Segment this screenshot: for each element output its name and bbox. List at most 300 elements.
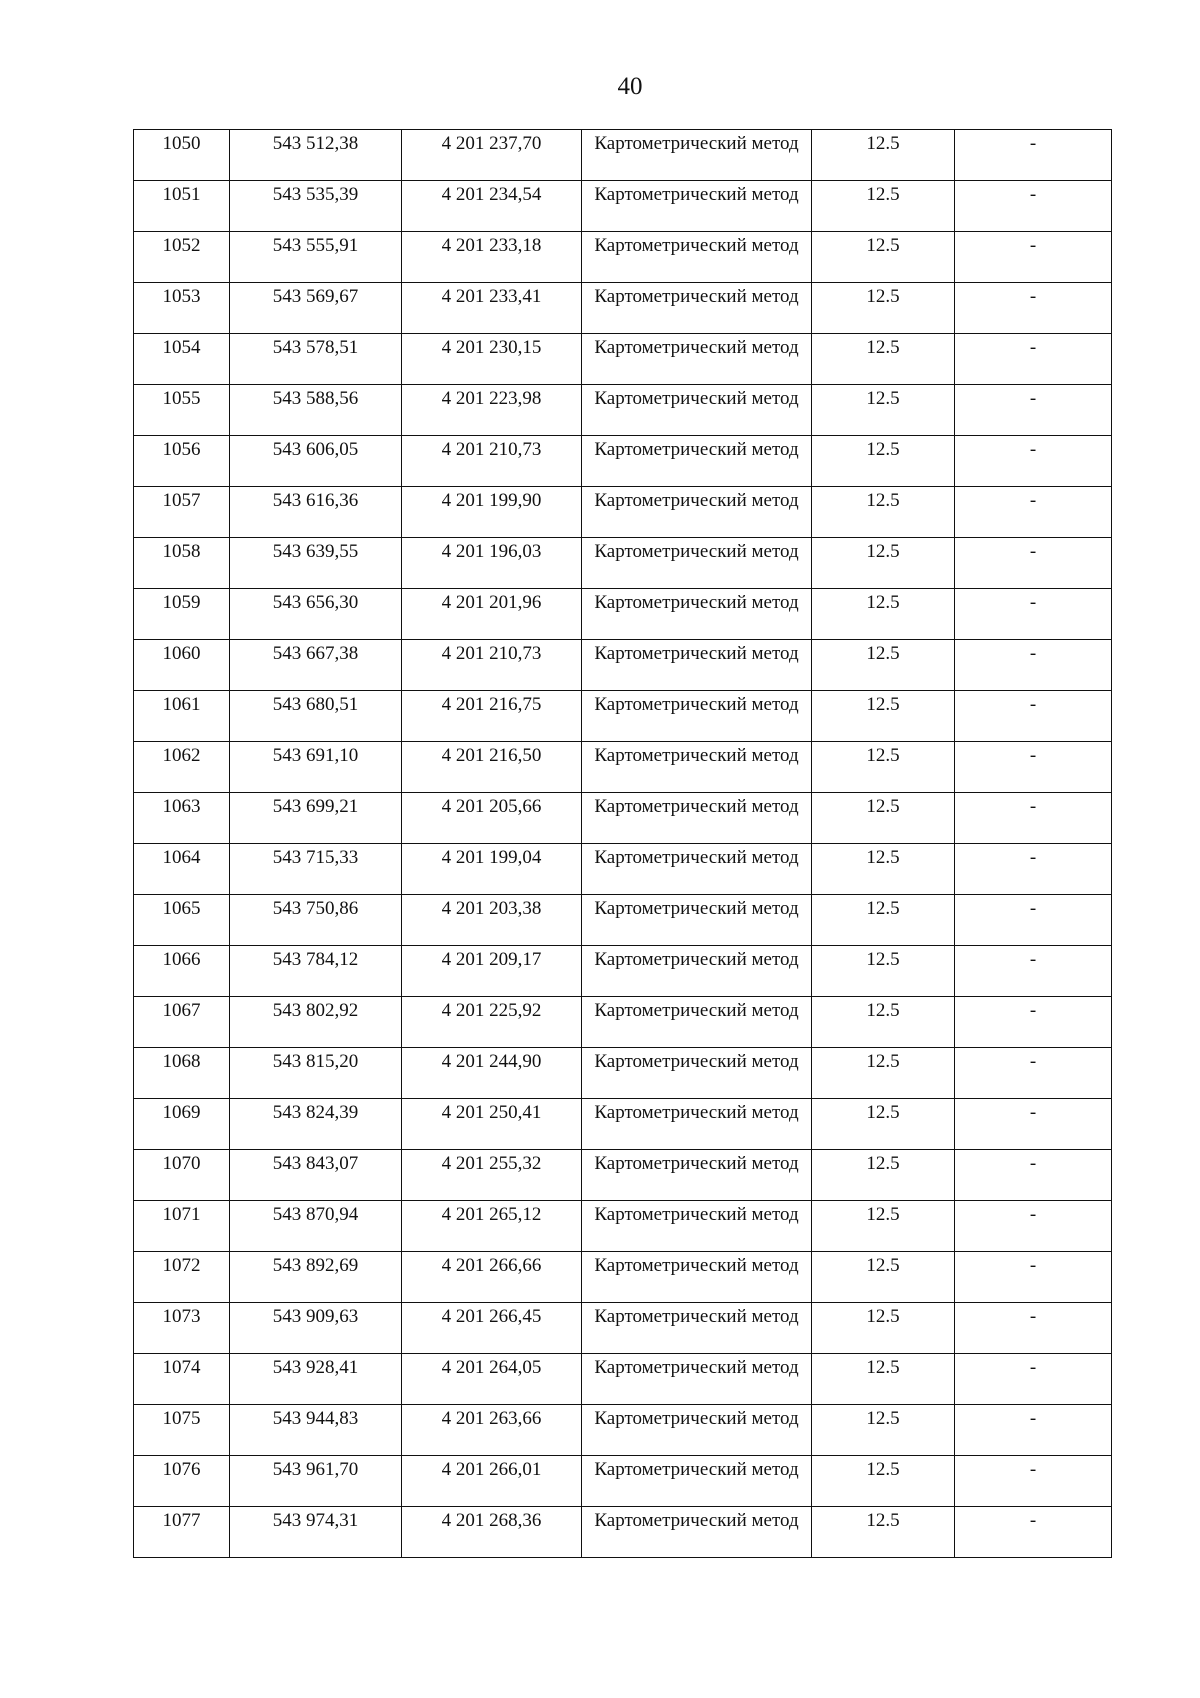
x-coordinate-text: 543 892,69: [272, 1255, 359, 1276]
point-number-cell: [134, 385, 230, 436]
x-coordinate-text: 543 569,67: [272, 286, 359, 307]
description-cell: [955, 844, 1112, 895]
y-coordinate-text: 4 201 266,66: [441, 1255, 542, 1276]
y-coordinate-cell: [402, 640, 582, 691]
point-number-cell: [134, 640, 230, 691]
point-number-cell: [134, 1252, 230, 1303]
x-coordinate-text: 543 961,70: [272, 1459, 359, 1480]
table-row: [134, 1150, 1112, 1201]
accuracy-cell: [812, 181, 955, 232]
point-number-text: 1073: [162, 1306, 201, 1327]
coordinates-table-body: [134, 130, 1112, 1558]
point-number-cell: [134, 793, 230, 844]
accuracy-text: 12.5: [866, 286, 900, 307]
y-coordinate-cell: [402, 691, 582, 742]
point-number-cell: [134, 946, 230, 997]
point-number-text: 1076: [162, 1459, 201, 1480]
method-text: Картометрический метод: [594, 235, 799, 256]
x-coordinate-cell: [230, 691, 402, 742]
method-cell: [582, 538, 812, 589]
point-number-text: 1067: [162, 1000, 201, 1021]
method-cell: [582, 1354, 812, 1405]
y-coordinate-text: 4 201 210,73: [441, 439, 542, 460]
y-coordinate-text: 4 201 268,36: [441, 1510, 542, 1531]
description-text: -: [1029, 949, 1037, 970]
method-cell: [582, 793, 812, 844]
y-coordinate-text: 4 201 210,73: [441, 643, 542, 664]
x-coordinate-cell: [230, 1456, 402, 1507]
y-coordinate-text: 4 201 233,41: [441, 286, 542, 307]
y-coordinate-text: 4 201 223,98: [441, 388, 542, 409]
method-cell: [582, 589, 812, 640]
y-coordinate-text: 4 201 234,54: [441, 184, 542, 205]
description-cell: [955, 946, 1112, 997]
y-coordinate-cell: [402, 589, 582, 640]
y-coordinate-cell: [402, 1252, 582, 1303]
description-text: -: [1029, 1000, 1037, 1021]
table-row: [134, 997, 1112, 1048]
y-coordinate-cell: [402, 895, 582, 946]
method-text: Картометрический метод: [594, 1153, 799, 1174]
method-text: Картометрический метод: [594, 439, 799, 460]
point-number-cell: [134, 1099, 230, 1150]
x-coordinate-text: 543 656,30: [272, 592, 359, 613]
method-cell: [582, 1048, 812, 1099]
point-number-cell: [134, 997, 230, 1048]
y-coordinate-cell: [402, 742, 582, 793]
y-coordinate-cell: [402, 538, 582, 589]
method-text: Картометрический метод: [594, 184, 799, 205]
x-coordinate-text: 543 535,39: [272, 184, 359, 205]
x-coordinate-text: 543 750,86: [272, 898, 359, 919]
table-row: [134, 1252, 1112, 1303]
accuracy-text: 12.5: [866, 439, 900, 460]
point-number-text: 1077: [162, 1510, 201, 1531]
accuracy-cell: [812, 1456, 955, 1507]
description-text: -: [1029, 286, 1037, 307]
x-coordinate-text: 543 815,20: [272, 1051, 359, 1072]
table-row: [134, 283, 1112, 334]
accuracy-cell: [812, 385, 955, 436]
point-number-cell: [134, 742, 230, 793]
point-number-cell: [134, 436, 230, 487]
point-number-text: 1063: [162, 796, 201, 817]
description-cell: [955, 130, 1112, 181]
method-cell: [582, 640, 812, 691]
point-number-text: 1071: [162, 1204, 201, 1225]
y-coordinate-text: 4 201 266,01: [441, 1459, 542, 1480]
accuracy-cell: [812, 1252, 955, 1303]
x-coordinate-cell: [230, 1405, 402, 1456]
point-number-text: 1074: [162, 1357, 201, 1378]
accuracy-cell: [812, 691, 955, 742]
table-row: [134, 538, 1112, 589]
y-coordinate-text: 4 201 250,41: [441, 1102, 542, 1123]
accuracy-cell: [812, 946, 955, 997]
table-row: [134, 640, 1112, 691]
description-text: -: [1029, 796, 1037, 817]
x-coordinate-cell: [230, 130, 402, 181]
x-coordinate-cell: [230, 181, 402, 232]
x-coordinate-text: 543 944,83: [272, 1408, 359, 1429]
accuracy-text: 12.5: [866, 745, 900, 766]
y-coordinate-text: 4 201 233,18: [441, 235, 542, 256]
x-coordinate-cell: [230, 997, 402, 1048]
accuracy-cell: [812, 640, 955, 691]
accuracy-cell: [812, 589, 955, 640]
method-text: Картометрический метод: [594, 1408, 799, 1429]
accuracy-text: 12.5: [866, 541, 900, 562]
table-row: [134, 1405, 1112, 1456]
accuracy-text: 12.5: [866, 490, 900, 511]
method-text: Картометрический метод: [594, 286, 799, 307]
x-coordinate-cell: [230, 436, 402, 487]
point-number-cell: [134, 1150, 230, 1201]
description-text: -: [1029, 1408, 1037, 1429]
accuracy-text: 12.5: [866, 1510, 900, 1531]
method-cell: [582, 895, 812, 946]
method-text: Картометрический метод: [594, 745, 799, 766]
method-cell: [582, 334, 812, 385]
method-text: Картометрический метод: [594, 1459, 799, 1480]
x-coordinate-cell: [230, 742, 402, 793]
point-number-text: 1062: [162, 745, 201, 766]
y-coordinate-cell: [402, 334, 582, 385]
method-cell: [582, 283, 812, 334]
point-number-cell: [134, 1354, 230, 1405]
accuracy-text: 12.5: [866, 694, 900, 715]
description-cell: [955, 232, 1112, 283]
method-text: Картометрический метод: [594, 643, 799, 664]
x-coordinate-cell: [230, 1099, 402, 1150]
y-coordinate-cell: [402, 997, 582, 1048]
description-text: -: [1029, 1153, 1037, 1174]
point-number-text: 1070: [162, 1153, 201, 1174]
description-text: -: [1029, 1051, 1037, 1072]
method-text: Картометрический метод: [594, 796, 799, 817]
point-number-text: 1065: [162, 898, 201, 919]
description-cell: [955, 1048, 1112, 1099]
x-coordinate-cell: [230, 640, 402, 691]
method-text: Картометрический метод: [594, 949, 799, 970]
table-row: [134, 1303, 1112, 1354]
point-number-text: 1053: [162, 286, 201, 307]
accuracy-text: 12.5: [866, 1306, 900, 1327]
y-coordinate-cell: [402, 181, 582, 232]
x-coordinate-text: 543 909,63: [272, 1306, 359, 1327]
x-coordinate-cell: [230, 946, 402, 997]
x-coordinate-cell: [230, 844, 402, 895]
accuracy-text: 12.5: [866, 1000, 900, 1021]
description-text: -: [1029, 1306, 1037, 1327]
accuracy-cell: [812, 1099, 955, 1150]
point-number-text: 1055: [162, 388, 201, 409]
method-text: Картометрический метод: [594, 133, 799, 154]
accuracy-text: 12.5: [866, 1153, 900, 1174]
method-cell: [582, 1507, 812, 1558]
x-coordinate-cell: [230, 232, 402, 283]
y-coordinate-text: 4 201 209,17: [441, 949, 542, 970]
y-coordinate-cell: [402, 436, 582, 487]
x-coordinate-text: 543 578,51: [272, 337, 359, 358]
table-row: [134, 130, 1112, 181]
x-coordinate-cell: [230, 1150, 402, 1201]
point-number-cell: [134, 232, 230, 283]
y-coordinate-text: 4 201 201,96: [441, 592, 542, 613]
description-cell: [955, 589, 1112, 640]
accuracy-text: 12.5: [866, 1459, 900, 1480]
point-number-cell: [134, 844, 230, 895]
point-number-text: 1068: [162, 1051, 201, 1072]
y-coordinate-text: 4 201 265,12: [441, 1204, 542, 1225]
method-text: Картометрический метод: [594, 541, 799, 562]
y-coordinate-text: 4 201 264,05: [441, 1357, 542, 1378]
point-number-text: 1075: [162, 1408, 201, 1429]
x-coordinate-text: 543 974,31: [272, 1510, 359, 1531]
y-coordinate-cell: [402, 130, 582, 181]
y-coordinate-cell: [402, 946, 582, 997]
table-row: [134, 1048, 1112, 1099]
y-coordinate-cell: [402, 1303, 582, 1354]
y-coordinate-cell: [402, 1354, 582, 1405]
point-number-text: 1057: [162, 490, 201, 511]
description-cell: [955, 1252, 1112, 1303]
accuracy-text: 12.5: [866, 337, 900, 358]
accuracy-cell: [812, 334, 955, 385]
point-number-text: 1066: [162, 949, 201, 970]
description-text: -: [1029, 1102, 1037, 1123]
x-coordinate-cell: [230, 1354, 402, 1405]
y-coordinate-text: 4 201 237,70: [441, 133, 542, 154]
table-row: [134, 232, 1112, 283]
method-cell: [582, 1405, 812, 1456]
method-cell: [582, 130, 812, 181]
y-coordinate-cell: [402, 1099, 582, 1150]
x-coordinate-text: 543 691,10: [272, 745, 359, 766]
accuracy-cell: [812, 1201, 955, 1252]
table-row: [134, 487, 1112, 538]
x-coordinate-text: 543 928,41: [272, 1357, 359, 1378]
table-row: [134, 793, 1112, 844]
table-row: [134, 742, 1112, 793]
point-number-cell: [134, 1201, 230, 1252]
accuracy-cell: [812, 1048, 955, 1099]
accuracy-cell: [812, 283, 955, 334]
description-cell: [955, 1354, 1112, 1405]
point-number-text: 1069: [162, 1102, 201, 1123]
description-text: -: [1029, 1357, 1037, 1378]
accuracy-cell: [812, 232, 955, 283]
table-row: [134, 1354, 1112, 1405]
description-cell: [955, 742, 1112, 793]
method-text: Картометрический метод: [594, 1306, 799, 1327]
description-cell: [955, 1099, 1112, 1150]
method-text: Картометрический метод: [594, 694, 799, 715]
x-coordinate-cell: [230, 1048, 402, 1099]
point-number-cell: [134, 130, 230, 181]
description-cell: [955, 181, 1112, 232]
description-cell: [955, 436, 1112, 487]
description-cell: [955, 334, 1112, 385]
table-row: [134, 334, 1112, 385]
accuracy-text: 12.5: [866, 643, 900, 664]
y-coordinate-text: 4 201 216,50: [441, 745, 542, 766]
point-number-cell: [134, 487, 230, 538]
x-coordinate-cell: [230, 385, 402, 436]
x-coordinate-text: 543 784,12: [272, 949, 359, 970]
y-coordinate-cell: [402, 1456, 582, 1507]
method-text: Картометрический метод: [594, 1510, 799, 1531]
table-row: [134, 946, 1112, 997]
y-coordinate-cell: [402, 1405, 582, 1456]
x-coordinate-text: 543 802,92: [272, 1000, 359, 1021]
point-number-text: 1072: [162, 1255, 201, 1276]
method-cell: [582, 1456, 812, 1507]
accuracy-text: 12.5: [866, 388, 900, 409]
accuracy-text: 12.5: [866, 1357, 900, 1378]
accuracy-text: 12.5: [866, 898, 900, 919]
description-cell: [955, 385, 1112, 436]
description-text: -: [1029, 592, 1037, 613]
point-number-cell: [134, 589, 230, 640]
table-row: [134, 589, 1112, 640]
x-coordinate-text: 543 616,36: [272, 490, 359, 511]
description-text: -: [1029, 898, 1037, 919]
point-number-text: 1050: [162, 133, 201, 154]
y-coordinate-cell: [402, 232, 582, 283]
accuracy-cell: [812, 742, 955, 793]
point-number-text: 1060: [162, 643, 201, 664]
y-coordinate-text: 4 201 199,04: [441, 847, 542, 868]
description-text: -: [1029, 745, 1037, 766]
method-text: Картометрический метод: [594, 337, 799, 358]
x-coordinate-cell: [230, 1252, 402, 1303]
point-number-text: 1054: [162, 337, 201, 358]
description-text: -: [1029, 184, 1037, 205]
description-text: -: [1029, 337, 1037, 358]
method-cell: [582, 1099, 812, 1150]
accuracy-cell: [812, 1150, 955, 1201]
y-coordinate-cell: [402, 487, 582, 538]
description-text: -: [1029, 1255, 1037, 1276]
description-cell: [955, 895, 1112, 946]
x-coordinate-cell: [230, 1303, 402, 1354]
accuracy-text: 12.5: [866, 1102, 900, 1123]
description-cell: [955, 283, 1112, 334]
x-coordinate-cell: [230, 793, 402, 844]
method-text: Картометрический метод: [594, 592, 799, 613]
y-coordinate-text: 4 201 263,66: [441, 1408, 542, 1429]
description-cell: [955, 793, 1112, 844]
method-cell: [582, 385, 812, 436]
y-coordinate-text: 4 201 216,75: [441, 694, 542, 715]
description-text: -: [1029, 388, 1037, 409]
x-coordinate-cell: [230, 538, 402, 589]
accuracy-text: 12.5: [866, 133, 900, 154]
description-cell: [955, 1303, 1112, 1354]
page-number: 40: [617, 73, 643, 100]
table-row: [134, 691, 1112, 742]
accuracy-cell: [812, 895, 955, 946]
table-row: [134, 895, 1112, 946]
description-cell: [955, 1507, 1112, 1558]
description-text: -: [1029, 541, 1037, 562]
x-coordinate-text: 543 588,56: [272, 388, 359, 409]
y-coordinate-text: 4 201 255,32: [441, 1153, 542, 1174]
description-text: -: [1029, 694, 1037, 715]
y-coordinate-cell: [402, 385, 582, 436]
y-coordinate-cell: [402, 1048, 582, 1099]
y-coordinate-text: 4 201 199,90: [441, 490, 542, 511]
point-number-text: 1059: [162, 592, 201, 613]
x-coordinate-cell: [230, 334, 402, 385]
coordinates-table: [133, 129, 1112, 1558]
y-coordinate-text: 4 201 266,45: [441, 1306, 542, 1327]
point-number-text: 1052: [162, 235, 201, 256]
description-text: -: [1029, 1204, 1037, 1225]
method-cell: [582, 232, 812, 283]
x-coordinate-cell: [230, 1201, 402, 1252]
accuracy-cell: [812, 487, 955, 538]
y-coordinate-text: 4 201 244,90: [441, 1051, 542, 1072]
method-text: Картометрический метод: [594, 898, 799, 919]
method-text: Картометрический метод: [594, 1051, 799, 1072]
x-coordinate-text: 543 715,33: [272, 847, 359, 868]
description-text: -: [1029, 1510, 1037, 1531]
point-number-cell: [134, 334, 230, 385]
point-number-cell: [134, 691, 230, 742]
description-cell: [955, 997, 1112, 1048]
method-cell: [582, 691, 812, 742]
y-coordinate-cell: [402, 793, 582, 844]
point-number-cell: [134, 283, 230, 334]
point-number-text: 1056: [162, 439, 201, 460]
accuracy-cell: [812, 538, 955, 589]
accuracy-cell: [812, 1405, 955, 1456]
method-text: Картометрический метод: [594, 1204, 799, 1225]
description-text: -: [1029, 847, 1037, 868]
method-cell: [582, 1150, 812, 1201]
y-coordinate-cell: [402, 1201, 582, 1252]
accuracy-text: 12.5: [866, 1255, 900, 1276]
description-cell: [955, 691, 1112, 742]
x-coordinate-cell: [230, 487, 402, 538]
point-number-text: 1061: [162, 694, 201, 715]
point-number-cell: [134, 1048, 230, 1099]
description-text: -: [1029, 235, 1037, 256]
accuracy-text: 12.5: [866, 184, 900, 205]
accuracy-cell: [812, 436, 955, 487]
x-coordinate-cell: [230, 589, 402, 640]
accuracy-text: 12.5: [866, 235, 900, 256]
method-text: Картометрический метод: [594, 388, 799, 409]
table-row: [134, 385, 1112, 436]
method-cell: [582, 487, 812, 538]
x-coordinate-text: 543 639,55: [272, 541, 359, 562]
method-cell: [582, 181, 812, 232]
x-coordinate-text: 543 870,94: [272, 1204, 359, 1225]
method-text: Картометрический метод: [594, 1357, 799, 1378]
x-coordinate-text: 543 606,05: [272, 439, 359, 460]
point-number-cell: [134, 181, 230, 232]
method-text: Картометрический метод: [594, 847, 799, 868]
description-cell: [955, 487, 1112, 538]
accuracy-cell: [812, 130, 955, 181]
description-text: -: [1029, 133, 1037, 154]
table-row: [134, 844, 1112, 895]
y-coordinate-text: 4 201 225,92: [441, 1000, 542, 1021]
table-row: [134, 436, 1112, 487]
